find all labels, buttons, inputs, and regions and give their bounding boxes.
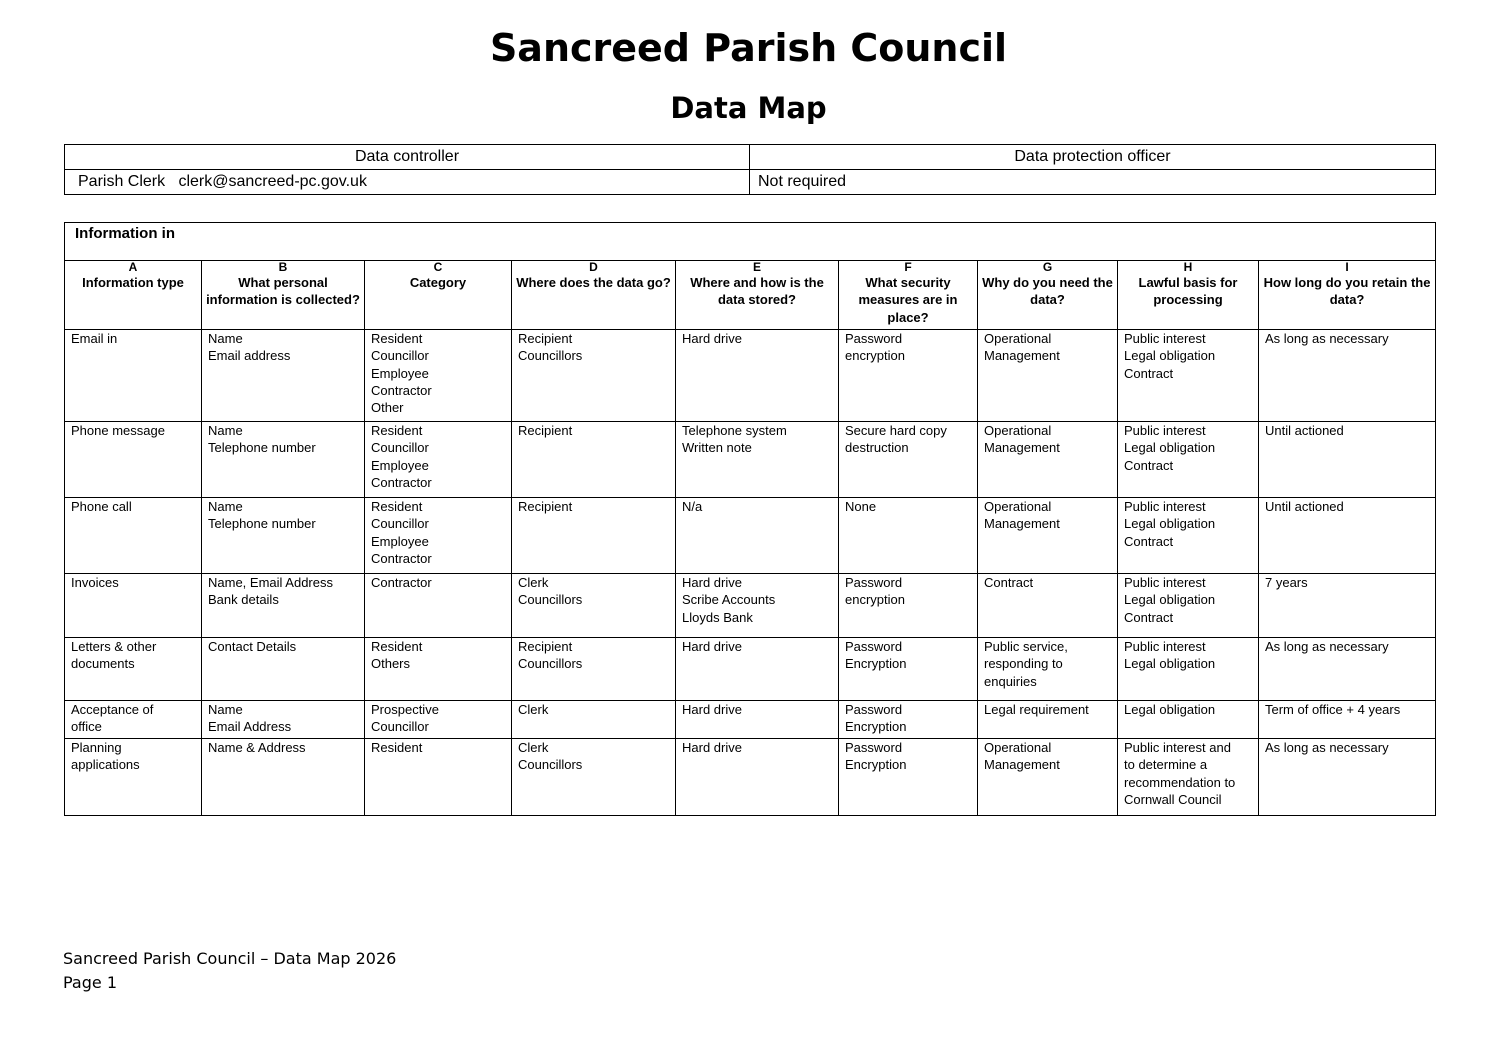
column-header: Information type: [65, 274, 202, 330]
table-cell: Phone call: [65, 498, 202, 574]
table-cell: Password encryption: [839, 574, 978, 638]
table-cell: Invoices: [65, 574, 202, 638]
table-cell: Recipient Councillors: [512, 330, 676, 422]
table-cell: Password Encryption: [839, 638, 978, 701]
column-header: What personal information is collected?: [202, 274, 365, 330]
table-cell: Public interest Legal obligation Contract: [1118, 498, 1259, 574]
table-cell: Telephone system Written note: [676, 422, 839, 498]
table-cell: Operational Management: [978, 330, 1118, 422]
table-cell: Legal obligation: [1118, 701, 1259, 739]
table-cell: Clerk Councillors: [512, 574, 676, 638]
table-cell: N/a: [676, 498, 839, 574]
table-cell: Operational Management: [978, 422, 1118, 498]
table-cell: Phone message: [65, 422, 202, 498]
table-cell: Clerk Councillors: [512, 739, 676, 816]
dpo-header: Data protection officer: [750, 145, 1436, 170]
table-cell: Name Email address: [202, 330, 365, 422]
table-cell: Password Encryption: [839, 739, 978, 816]
table-cell: None: [839, 498, 978, 574]
table-cell: Legal requirement: [978, 701, 1118, 739]
table-row: [65, 498, 1436, 574]
column-header: Why do you need the data?: [978, 274, 1118, 330]
column-header: Where does the data go?: [512, 274, 676, 330]
controller-table: [64, 144, 1436, 195]
table-cell: Password Encryption: [839, 701, 978, 739]
column-letter: B: [202, 261, 365, 275]
data-controller-header: Data controller: [65, 145, 750, 170]
table-cell: Hard drive: [676, 701, 839, 739]
footer-document-name: Sancreed Parish Council – Data Map 2026: [63, 949, 397, 968]
table-cell: Public interest and to determine a recommendation to Cornwall Council: [1118, 739, 1259, 816]
data-controller-value: Parish Clerk clerk@sancreed-pc.gov.uk: [65, 170, 750, 195]
table-cell: Acceptance of office: [65, 701, 202, 739]
table-cell: Operational Management: [978, 498, 1118, 574]
table-cell: Resident Others: [365, 638, 512, 701]
table-row: [65, 574, 1436, 638]
table-row: [65, 422, 1436, 498]
table-cell: Public service, responding to enquiries: [978, 638, 1118, 701]
table-row: [65, 638, 1436, 701]
column-header: Lawful basis for processing: [1118, 274, 1259, 330]
table-cell: Password encryption: [839, 330, 978, 422]
table-cell: As long as necessary: [1259, 330, 1436, 422]
table-cell: Resident Councillor Employee Contractor: [365, 422, 512, 498]
table-cell: Hard drive: [676, 638, 839, 701]
table-cell: Prospective Councillor: [365, 701, 512, 739]
table-cell: As long as necessary: [1259, 739, 1436, 816]
column-letter: I: [1259, 261, 1436, 275]
column-header: How long do you retain the data?: [1259, 274, 1436, 330]
table-row: [65, 330, 1436, 422]
footer-page-number: Page 1: [63, 973, 117, 992]
section-title: Information in: [65, 223, 1436, 261]
table-cell: Contractor: [365, 574, 512, 638]
column-letter: D: [512, 261, 676, 275]
table-cell: Hard drive: [676, 739, 839, 816]
table-cell: Name & Address: [202, 739, 365, 816]
table-cell: Recipient Councillors: [512, 638, 676, 701]
column-headers-row: [65, 274, 1436, 330]
table-cell: Resident Councillor Employee Contractor: [365, 498, 512, 574]
table-cell: Until actioned: [1259, 498, 1436, 574]
dpo-value: Not required: [750, 170, 1436, 195]
table-cell: Hard drive: [676, 330, 839, 422]
table-cell: 7 years: [1259, 574, 1436, 638]
table-cell: Resident: [365, 739, 512, 816]
column-header: What security measures are in place?: [839, 274, 978, 330]
table-cell: Planning applications: [65, 739, 202, 816]
column-letters-row: [65, 261, 1436, 275]
document-subtitle: Data Map: [670, 91, 827, 125]
table-cell: Name Telephone number: [202, 498, 365, 574]
table-cell: Public interest Legal obligation Contract: [1118, 422, 1259, 498]
column-letter: C: [365, 261, 512, 275]
column-letter: A: [65, 261, 202, 275]
table-cell: Clerk: [512, 701, 676, 739]
table-cell: Email in: [65, 330, 202, 422]
column-letter: G: [978, 261, 1118, 275]
table-cell: Until actioned: [1259, 422, 1436, 498]
table-cell: Operational Management: [978, 739, 1118, 816]
table-cell: Term of office + 4 years: [1259, 701, 1436, 739]
table-cell: Resident Councillor Employee Contractor Other: [365, 330, 512, 422]
table-cell: Contract: [978, 574, 1118, 638]
table-cell: Letters & other documents: [65, 638, 202, 701]
table-cell: Name Email Address: [202, 701, 365, 739]
document-title: Sancreed Parish Council: [489, 26, 1008, 70]
table-cell: Recipient: [512, 422, 676, 498]
column-letter: H: [1118, 261, 1259, 275]
column-letter: E: [676, 261, 839, 275]
table-cell: Public interest Legal obligation: [1118, 638, 1259, 701]
column-letter: F: [839, 261, 978, 275]
table-row: [65, 701, 1436, 739]
table-cell: Public interest Legal obligation Contract: [1118, 574, 1259, 638]
table-cell: Name Telephone number: [202, 422, 365, 498]
table-cell: Contact Details: [202, 638, 365, 701]
table-cell: Public interest Legal obligation Contract: [1118, 330, 1259, 422]
table-row: [65, 739, 1436, 816]
table-cell: Secure hard copy destruction: [839, 422, 978, 498]
data-map-table: [64, 222, 1436, 816]
table-cell: Recipient: [512, 498, 676, 574]
column-header: Category: [365, 274, 512, 330]
table-cell: Hard drive Scribe Accounts Lloyds Bank: [676, 574, 839, 638]
column-header: Where and how is the data stored?: [676, 274, 839, 330]
table-cell: Name, Email Address Bank details: [202, 574, 365, 638]
table-cell: As long as necessary: [1259, 638, 1436, 701]
